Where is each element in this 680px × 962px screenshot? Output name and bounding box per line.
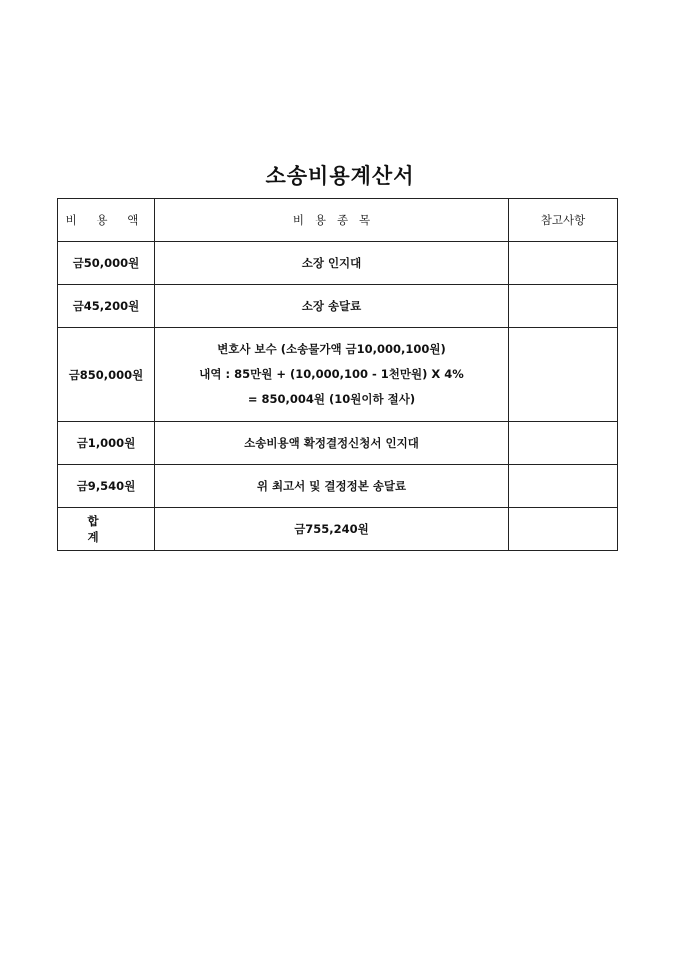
cell-note: [509, 422, 618, 465]
cell-amount: 금1,000원: [58, 422, 155, 465]
page-title: 소송비용계산서: [265, 163, 415, 188]
item-line: 변호사 보수 (소송물가액 금10,000,100원): [217, 342, 446, 356]
table-row: [58, 465, 618, 508]
table-header-row: [58, 199, 618, 242]
table-row: [58, 422, 618, 465]
table-row: [58, 242, 618, 285]
item-line: = 850,004원 (10원이하 절사): [247, 392, 416, 406]
cell-amount: 금850,000원: [58, 328, 155, 422]
cell-item: [155, 328, 509, 422]
table-row: [58, 285, 618, 328]
cell-amount: 금45,200원: [58, 285, 155, 328]
table-row: [58, 328, 618, 422]
cost-table: [57, 198, 618, 551]
cell-amount: 금50,000원: [58, 242, 155, 285]
cell-note: [509, 508, 618, 551]
header-item: 비 용 종 목: [155, 199, 509, 242]
header-note: 참고사항: [509, 199, 618, 242]
cell-item: 위 최고서 및 결정정본 송달료: [155, 465, 509, 508]
cell-amount: 금9,540원: [58, 465, 155, 508]
cell-item: 소장 송달료: [155, 285, 509, 328]
header-amount: 비 용 액: [58, 199, 155, 242]
cell-note: [509, 328, 618, 422]
total-amount: 금755,240원: [155, 508, 509, 551]
cell-note: [509, 242, 618, 285]
item-line: 내역 : 85만원 + (10,000,100 - 1천만원) X 4%: [199, 367, 464, 381]
cell-item: 소장 인지대: [155, 242, 509, 285]
total-label: 합 계: [58, 508, 155, 551]
cell-note: [509, 465, 618, 508]
total-row: [58, 508, 618, 551]
cell-note: [509, 285, 618, 328]
cell-item: 소송비용액 확정결정신청서 인지대: [155, 422, 509, 465]
